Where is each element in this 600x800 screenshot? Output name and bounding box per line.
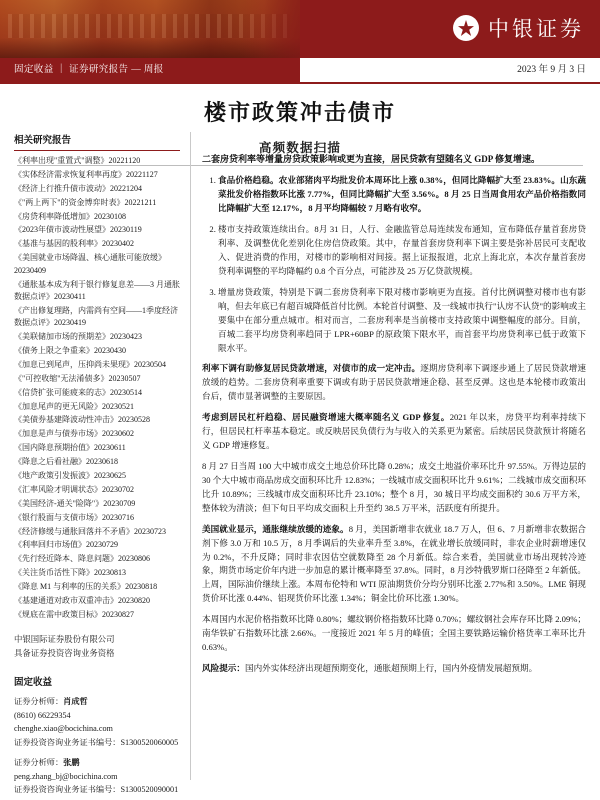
sidebar [14, 132, 180, 797]
list-item[interactable]: 《房贷利率降低增加》20230108 [14, 211, 126, 221]
analyst-cert: 证券投资咨询业务证书编号：S1300520060005 [14, 737, 179, 747]
list-item[interactable]: 《美国经济-通关"险降"》20230709 [14, 498, 136, 508]
list-item [218, 223, 586, 279]
list-item[interactable]: 《产出修复理路，内需尚有空间——1季度经济数据点评》20230419 [14, 305, 178, 328]
list-item[interactable]: 《基准与基因的股利率》20230402 [14, 239, 134, 249]
paragraph-4-text: 8 月，美国新增非农就业 18.7 万人，但 6、7 月新增非农数据合剂下修 3.0 万和 10.5 万，8 月季调后的失业率升至 3.8%，在就业增长放缓同时，非农企业时薪增速仅为 0.2%，不升反降；同时非农因估空就数降至 28 个月新低。综合来看，美国就业市场出现转冷迹象，期货市场定价年内进一步加息的累计概率降至 37.8%。同时，8 月沙特俄罗斯口径降至 2 年新低。上周，国际油价继续上涨。本周布伦特和 WTI 原油期货价分均分别环比涨 2.77%和 3.50%。LME 铜现货价环比涨 0.44%、铝现货价环比涨 1.34%；铜金比价环比涨 1.30%。 [202, 523, 586, 604]
list-item[interactable]: 《关注货币活性下降》20230813 [14, 568, 126, 578]
report-meta-bar [0, 58, 600, 84]
analyst-email[interactable]: peng.zhang_bj@bocichina.com [14, 771, 118, 781]
list-item[interactable]: 《加息是声与债券市场》20230602 [14, 429, 134, 439]
analyst-email[interactable]: chenghe.xiao@bocichina.com [14, 724, 113, 734]
list-item[interactable]: 《规底在需中政策目标》20230827 [14, 609, 134, 619]
list-item[interactable]: 《经济上行推升债市波动》20221204 [14, 183, 142, 193]
list-item[interactable]: 《利率出现"重置式"调整》20221120 [14, 156, 141, 165]
main-content [202, 152, 586, 676]
list-item[interactable]: 《"两上两下"的资金博弈时表》20221211 [14, 197, 157, 207]
risk-text: 国内外实体经济出现超预期变化，通胀超预期上行，国内外疫情发展超预期。 [244, 662, 538, 673]
list-item[interactable]: 《通胀基本成为利于银行修复息差——3 月通胀数据点评》20230411 [14, 279, 180, 301]
point-text: 食品价格趋稳。农业部猪肉平均批发价本周环比上涨 0.38%，但同比降幅扩大至 23.83%。山东蔬菜批发价格指数环比涨 7.77%，但同比降幅扩大至 3.56%。8 月 25 日当周食用农产品价格指数同比降幅扩大至 12.17%，8 月平均降幅较 7 月略有收窄。 [218, 175, 586, 214]
analyst-cert: 证券投资咨询业务证书编号：S1300520090001 [14, 785, 179, 795]
column-divider [190, 132, 191, 780]
list-item[interactable]: 《债务上限之争重来》20230430 [14, 345, 126, 355]
list-item[interactable]: 《"可控收缩"无法淆债多》20230507 [14, 373, 141, 383]
list-item[interactable]: 《国内降息预期抬值》20230611 [14, 443, 126, 453]
paragraph-1 [202, 362, 586, 404]
list-item[interactable]: 《降息 M1 与利率的压的关系》20230818 [14, 582, 158, 592]
paragraph-5-text: 本周国内水泥价格指数环比降 0.80%；螺纹钢价格指数环比降 0.70%；螺纹钢社会库存环比降 2.09%；南华铁矿石指数环比涨 2.66%。一度接近 2021 年 5 月的峰值；全国主要铁路运输价格货率工率环比升 0.63%。 [202, 614, 586, 653]
numbered-points-list [202, 174, 586, 355]
brand-logo [453, 13, 584, 43]
list-item [218, 174, 586, 216]
bank-logo-icon [453, 15, 479, 41]
analyst-name: 张鹏 [63, 758, 80, 768]
paragraph-4 [202, 523, 586, 607]
analyst-role-label: 证券分析师： [14, 697, 64, 707]
list-item[interactable]: 《美联储加市场的预期差》20230423 [14, 332, 142, 342]
analyst-phone: (8610) 66229354 [14, 710, 71, 720]
list-item[interactable]: 《降息之后看社融》20230618 [14, 457, 118, 467]
list-item[interactable]: 《加息已到尾声，压抑尚未果现》20230504 [14, 359, 166, 369]
risk-label: 风险提示： [202, 662, 245, 673]
list-item[interactable]: 《地产政策引发振波》20230625 [14, 470, 126, 480]
list-item[interactable]: 《先行经近降本、降息问题》20230806 [14, 554, 150, 564]
paragraph-2-text: 2021 年以来，房贷平均利率持续下行，但居民杠杆率基本稳定。或反映居民负债行为与收入的关系更为紧密。后续居民贷款预计将随名义 GDP 增速修复。 [202, 412, 586, 451]
sidebar-section-title: 固定收益 [14, 678, 53, 689]
list-item[interactable]: 《经济修缓与通胀回落并不矛盾》20230723 [14, 526, 166, 536]
related-reports-list [14, 155, 180, 621]
analyst-role-label: 证券分析师： [14, 758, 64, 768]
analyst-block-2 [14, 756, 180, 797]
brand-name: 中银证券 [488, 17, 584, 41]
list-item[interactable]: 《利率回归市场值》20230729 [14, 540, 118, 550]
paragraph-5 [202, 613, 586, 655]
list-item[interactable]: 《实体经济需求恢复利率再度》20221127 [14, 169, 158, 179]
related-reports-heading: 相关研究报告 [14, 136, 72, 146]
page-subtitle: 高频数据扫描 [258, 141, 342, 155]
risk-disclaimer [202, 662, 586, 676]
paragraph-1-lead: 利率下调有助修复居民贷款增速，对债市的成一定冲击。 [202, 363, 421, 374]
list-item[interactable]: 《2023年债市波动性展望》20230119 [14, 225, 142, 235]
paragraph-3-text: 8 月 27 日当周 100 大中城市成交土地总价环比降 0.28%；成交土地溢价率环比升 97.55%。万得边层的 30 个大中城市商品房成交面积环比升 12.83%；一线城市成交面积环比升 9.61%；二线城市成交面积环比升 10.89%；三线城市成交面积环比升 23.10%；整个 8 月，30 城日平均成交面积约 30.6 万平方米，整体较为清淡；但下旬日平均成交面积上升至约 38.5 万平米，活跃度有所提升。 [202, 460, 586, 513]
paragraph-4-lead: 美国就业显示，通胀继续放缓的迹象。 [202, 523, 349, 534]
paragraph-1-text: 逐期房贷利率下调逐步通上了居民贷款增速放缓的趋势。二套房贷利率重要下调或有助于居民贷款增速企稳、甚至反弹。这也是本轮楼市政策出台后，债市显著调整的主要原因。 [202, 363, 586, 402]
page-header-banner [0, 0, 600, 58]
list-item[interactable]: 《基建通道对政市双重冲击》20230820 [14, 596, 150, 605]
paragraph-3 [202, 460, 586, 516]
report-date: 2023 年 9 月 3 日 [517, 65, 586, 75]
sidebar-divider [14, 150, 180, 151]
page-title: 楼市政策冲击债市 [203, 100, 396, 125]
list-item[interactable]: 《美国就业市场降温、核心通胀可能放缓》20230409 [14, 253, 166, 275]
paragraph-2-lead: 考虑到居民杠杆趋稳、居民融资增速大概率随名义 GDP 修复。 [202, 412, 450, 423]
firm-name: 中银国际证券股份有限公司 [14, 635, 115, 645]
report-breadcrumb: 固定收益 ｜ 证券研究报告 — 周报 [0, 58, 300, 82]
point-text: 楼市支持政策连续出台。8月 31 日，人行、金融监管总局连续发布通知，宣布降低存量首套房贷利率、及调整优化差别化住房信贷政策。其中，存量首套房贷利率下调主要是弥补居民可支配收入、促进消费的作用，对楼市的影响相对间接。据上证报报道，北京上海北京，本次存量首套房贷利率调整的平均降幅约 0.8 个百分点，可能涉及 25 万亿贷款规模。 [218, 224, 586, 276]
list-item[interactable]: 《美债券基建降波动性冲击》20230528 [14, 415, 150, 425]
point-text: 增量房贷政策，特别是下调二套房贷利率下限对楼市影响更为直接。首付比例调整对楼市也有影响，但去年底已有超百城降低首付比例。本轮首付调整、及一线城市执行"认房不认贷"的影响或主要集中在部分重点城市。相对而言，二套房利率是当前楼市支持政策中调整幅度的部分。目前，百城二套平均房贷利率趋同于 LPR+60BP 的原政策下限水平，而首套平均房贷利率已低于政策下限水平。 [218, 286, 586, 353]
paragraph-2 [202, 411, 586, 453]
list-item[interactable]: 《汇率风险才明调状态》20230702 [14, 484, 134, 494]
list-item [218, 286, 586, 356]
list-item[interactable]: 《银行股面与支债市场》20230716 [14, 512, 134, 522]
analyst-block-1 [14, 695, 180, 749]
header-photo-fade [240, 0, 370, 58]
list-item[interactable]: 《信贷扩张可能疲来的志》20230514 [14, 387, 142, 397]
firm-qualification: 具备证券投资咨询业务资格 [14, 648, 115, 658]
lead-paragraph: 二套房贷利率等增量房贷政策影响或更为直接，居民贷款有望随名义 GDP 修复增速。 [202, 154, 541, 164]
analyst-name: 肖成哲 [63, 697, 88, 707]
firm-info [14, 633, 180, 660]
list-item[interactable]: 《加息尾声的更无风险》20230521 [14, 401, 134, 411]
